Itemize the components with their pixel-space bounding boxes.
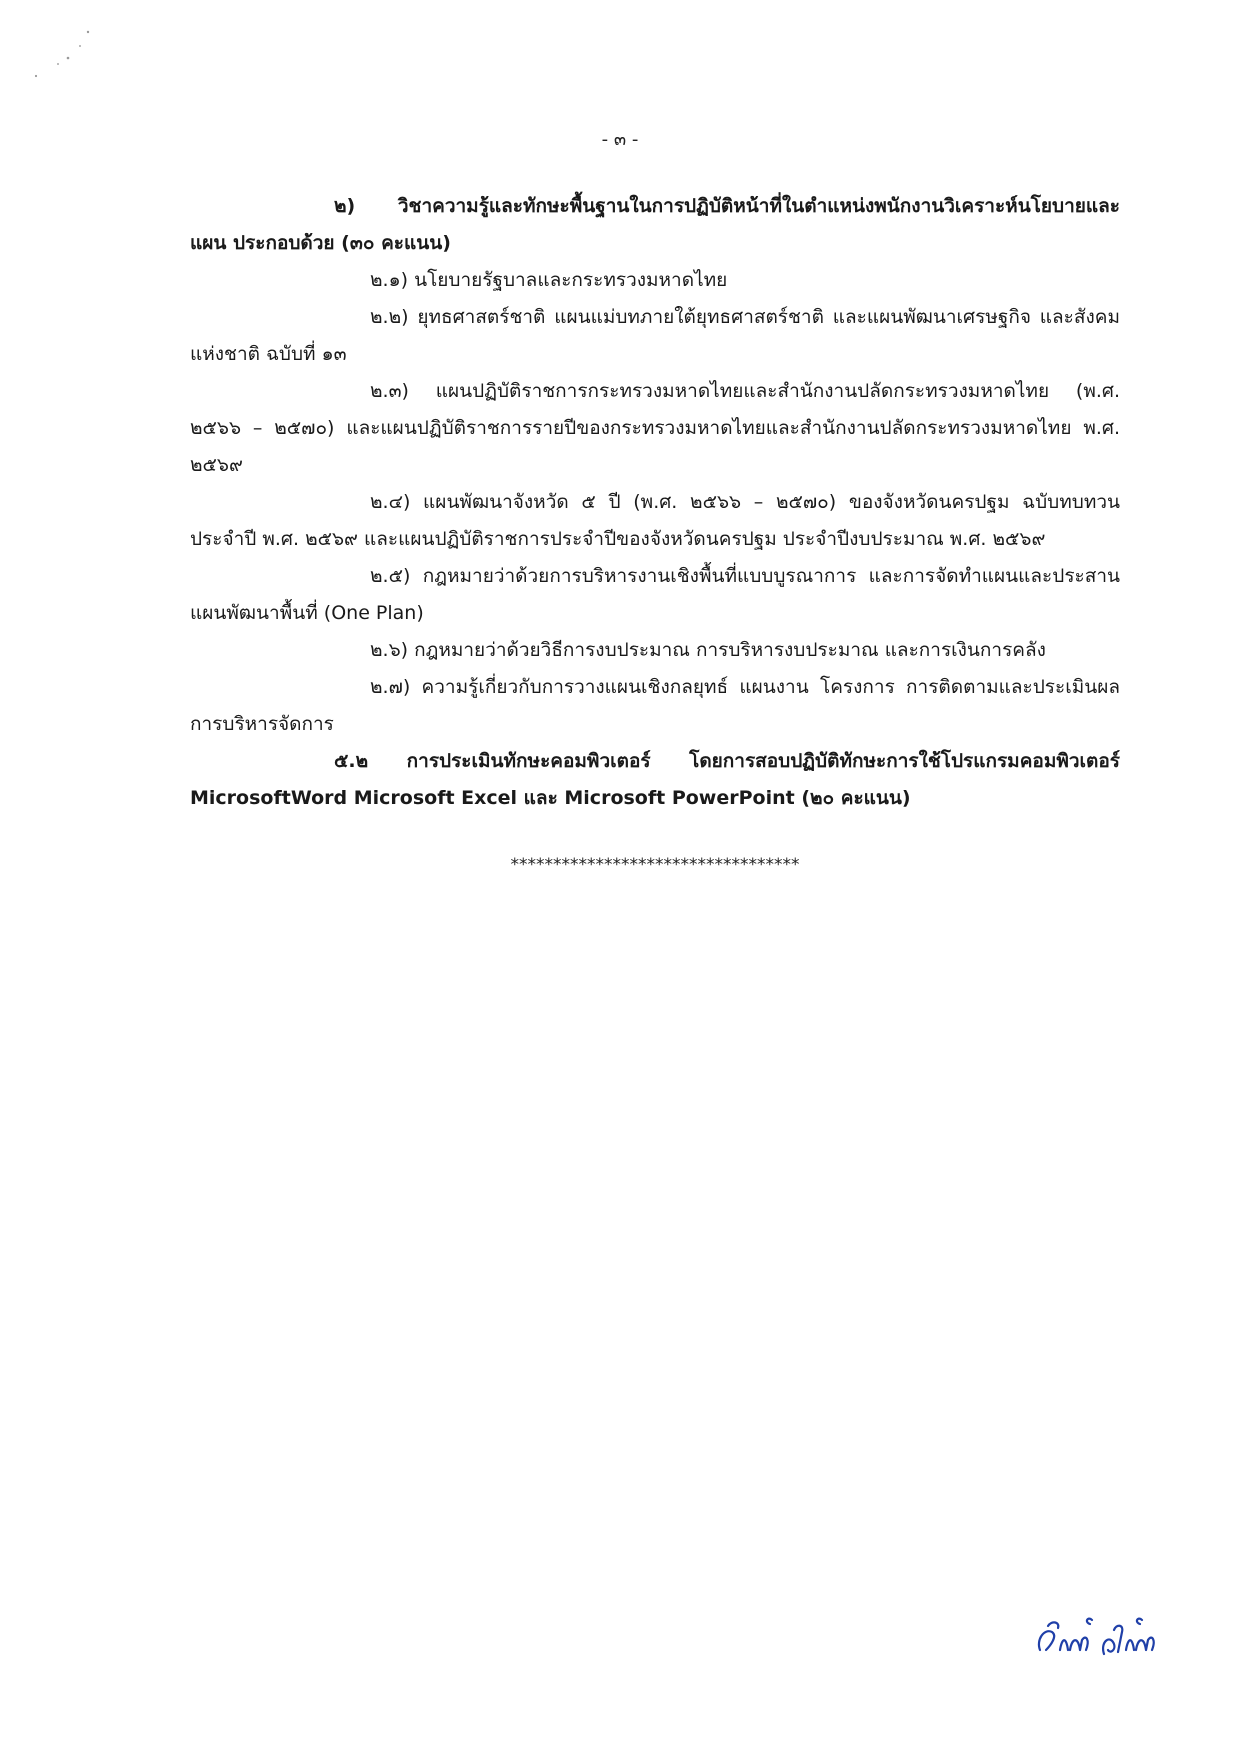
item-2-7: ๒.๗) ความรู้เกี่ยวกับการวางแผนเชิงกลยุทธ์ แผนงาน โครงการ การติดตามและประเมินผล การบริหารจัดการ xyxy=(190,676,1120,735)
item-2-1: ๒.๑) นโยบายรัฐบาลและกระทรวงมหาดไทย xyxy=(370,269,728,291)
item-2-2: ๒.๒) ยุทธศาสตร์ชาติ แผนแม่บทภายใต้ยุทธศาสตร์ชาติ และแผนพัฒนาเศรษฐกิจ และสังคมแห่งชาติ ฉบับที่ ๑๓ xyxy=(190,306,1120,365)
section-2-heading: ๒) วิชาความรู้และทักษะพื้นฐานในการปฏิบัติหน้าที่ในตำแหน่งพนักงานวิเคราะห์นโยบายและแผน ประกอบด้วย (๓๐ คะแนน) xyxy=(190,195,1120,254)
item-2-6: ๒.๖) กฎหมายว่าด้วยวิธีการงบประมาณ การบริหารงบประมาณ และการเงินการคลัง xyxy=(370,639,1046,661)
item-2-4: ๒.๔) แผนพัฒนาจังหวัด ๕ ปี (พ.ศ. ๒๕๖๖ – ๒๕๗๐) ของจังหวัดนครปฐม ฉบับทบทวน ประจำปี พ.ศ. ๒๕๖๙ และแผนปฏิบัติราชการประจำปีของจังหวัดนครปฐม ประจำปีงบประมาณ พ.ศ. ๒๕๖๙ xyxy=(190,491,1120,550)
page-number: - ๓ - xyxy=(601,129,639,150)
document-body xyxy=(190,188,1120,884)
section-5-2-heading: ๕.๒ การประเมินทักษะคอมพิวเตอร์ โดยการสอบปฏิบัติทักษะการใช้โปรแกรมคอมพิวเตอร์ MicrosoftWord Microsoft Excel และ Microsoft PowerPoint (๒๐ คะแนน) xyxy=(190,750,1120,809)
handwritten-signature xyxy=(1030,1610,1160,1670)
scan-specks xyxy=(28,28,118,88)
item-2-3: ๒.๓) แผนปฏิบัติราชการกระทรวงมหาดไทยและสำนักงานปลัดกระทรวงมหาดไทย (พ.ศ. ๒๕๖๖ – ๒๕๗๐) และแผนปฏิบัติราชการรายปีของกระทรวงมหาดไทยและสำนักงานปลัดกระทรวงมหาดไทย พ.ศ. ๒๕๖๙ xyxy=(190,380,1120,476)
separator-line: ********************************** xyxy=(510,855,800,875)
item-2-5: ๒.๕) กฎหมายว่าด้วยการบริหารงานเชิงพื้นที่แบบบูรณาการ และการจัดทำแผนและประสาน แผนพัฒนาพื้นที่ (One Plan) xyxy=(190,565,1120,624)
